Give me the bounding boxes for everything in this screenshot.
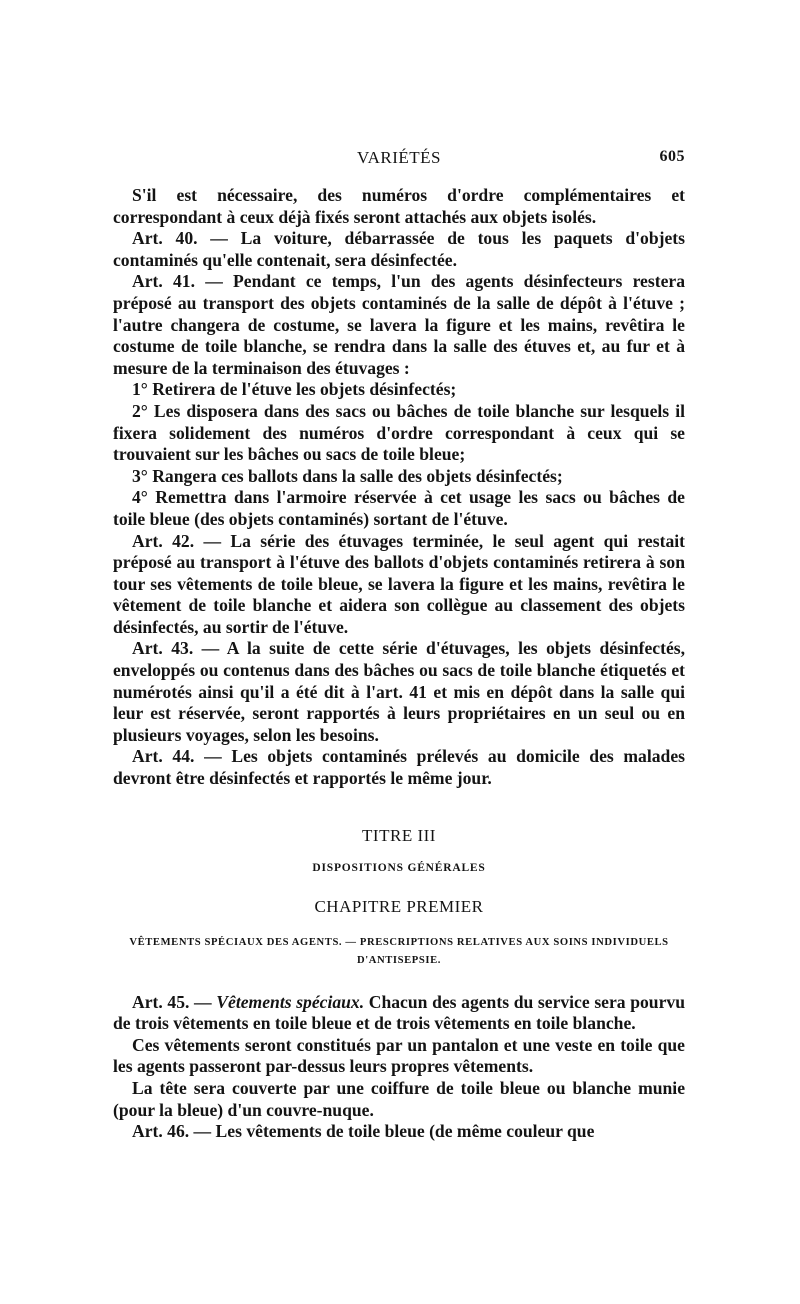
list-item-2: 2° Les disposera dans des sacs ou bâches de toile blanche sur lesquels il fixera solidement des numéros d'ordre correspondant à ceux qui se trouvaient sur les bâches ou sacs de toile bleue;: [113, 400, 685, 465]
section-subtitle: DISPOSITIONS GÉNÉRALES: [312, 861, 486, 874]
article-46: Art. 46. — Les vêtements de toile bleue (de même couleur que: [132, 1121, 595, 1142]
chapter-subheading: VÊTEMENTS SPÉCIAUX DES AGENTS. — PRESCRIPTIONS RELATIVES AUX SOINS INDIVIDUELS D'ANTISEPSIE.: [129, 936, 669, 966]
text-body: [113, 185, 685, 1143]
list-item-1: 1° Retirera de l'étuve les objets désinfectés;: [132, 379, 457, 400]
article-45-italic: Vêtements spéciaux.: [216, 991, 365, 1012]
article-42: Art. 42. — La série des étuvages terminée, le seul agent qui restait préposé au transport à l'étuve des ballots d'objets contaminés retirera à son tour ses vêtements de toile bleue, se lavera la figure et les mains, revêtira le vêtement de toile blanche et aidera son collègue au classement des objets désinfectés, au sortir de l'étuve.: [113, 530, 685, 637]
page-number: 605: [659, 148, 685, 165]
section-title: TITRE III: [362, 825, 436, 845]
article-41: Art. 41. — Pendant ce temps, l'un des agents désinfecteurs restera préposé au transport des objets contaminés de la salle de dépôt à l'étuve ; l'autre changera de costume, se lavera la figure et les mains, revêtira le costume de toile blanche, se rendra dans la salle des étuves et, au fur et à mesure de la terminaison des étuvages :: [113, 271, 685, 378]
running-title: VARIÉTÉS: [357, 148, 441, 167]
list-item-3: 3° Rangera ces ballots dans la salle des objets désinfectés;: [132, 465, 563, 486]
article-45: [113, 992, 685, 1035]
paragraph: La tête sera couverte par une coiffure de toile bleue ou blanche munie (pour la bleue) d'un couvre-nuque.: [113, 1078, 685, 1120]
paragraph: S'il est nécessaire, des numéros d'ordre complémentaires et correspondant à ceux déjà fixés seront attachés aux objets isolés.: [113, 185, 685, 227]
article-44: Art. 44. — Les objets contaminés prélevés au domicile des malades devront être désinfectés et rapportés le même jour.: [113, 746, 685, 789]
list-item-4: 4° Remettra dans l'armoire réservée à cet usage les sacs ou bâches de toile bleue (des objets contaminés) sortant de l'étuve.: [113, 487, 685, 529]
paragraph: Ces vêtements seront constitués par un pantalon et une veste en toile que les agents passeront par-dessus leurs propres vêtements.: [113, 1034, 685, 1077]
article-45-lead: Art. 45. —: [132, 991, 217, 1012]
document-page: [113, 148, 685, 1143]
article-43: Art. 43. — A la suite de cette série d'étuvages, les objets désinfectés, enveloppés ou contenus dans des bâches ou sacs de toile blanche étiquetés et numérotés ainsi qu'il a été dit à l'art. 41 et mis en dépôt dans la salle qui leur est réservée, seront rapportés à leurs propriétaires en un seul ou en plusieurs voyages, selon les besoins.: [113, 638, 685, 745]
chapter-title: CHAPITRE PREMIER: [314, 896, 484, 916]
spacer: [113, 970, 685, 992]
article-45-text: Chacun des agents du service sera pourvu de trois vêtements en toile bleue et de trois vêtements en toile blanche.: [113, 991, 685, 1034]
article-40: Art. 40. — La voiture, débarrassée de tous les paquets d'objets contaminés qu'elle contenait, sera désinfectée.: [113, 228, 685, 270]
running-header: [113, 148, 685, 174]
